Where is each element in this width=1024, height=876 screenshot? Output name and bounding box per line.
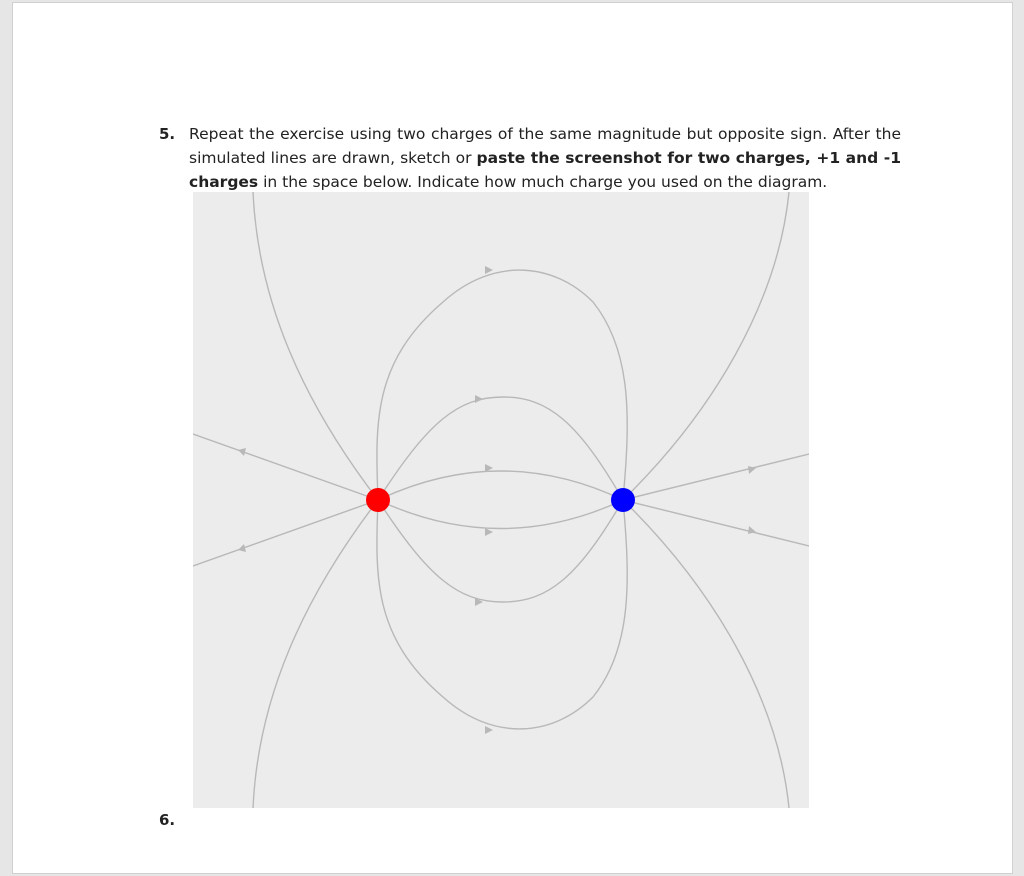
negative-charge (611, 488, 635, 512)
field-lines-figure (193, 192, 809, 808)
question-5-text-part2: in the space below. Indicate how much charge you used on the diagram. (258, 173, 828, 191)
positive-charge (366, 488, 390, 512)
diagram-background (193, 192, 809, 808)
question-5-text-part1: Repeat the exercise using two charges of the same magnitude but opposite sign. After the simulated lines are drawn, sketch or (189, 125, 901, 167)
question-6-number: 6. (159, 811, 176, 829)
document-page (12, 2, 1013, 874)
electric-field-diagram (193, 192, 809, 808)
question-5-text (189, 122, 901, 194)
question-5-number: 5. (159, 125, 176, 143)
question-5-bold-text: paste the screenshot for two charges, +1 and -1 charges (189, 149, 901, 191)
